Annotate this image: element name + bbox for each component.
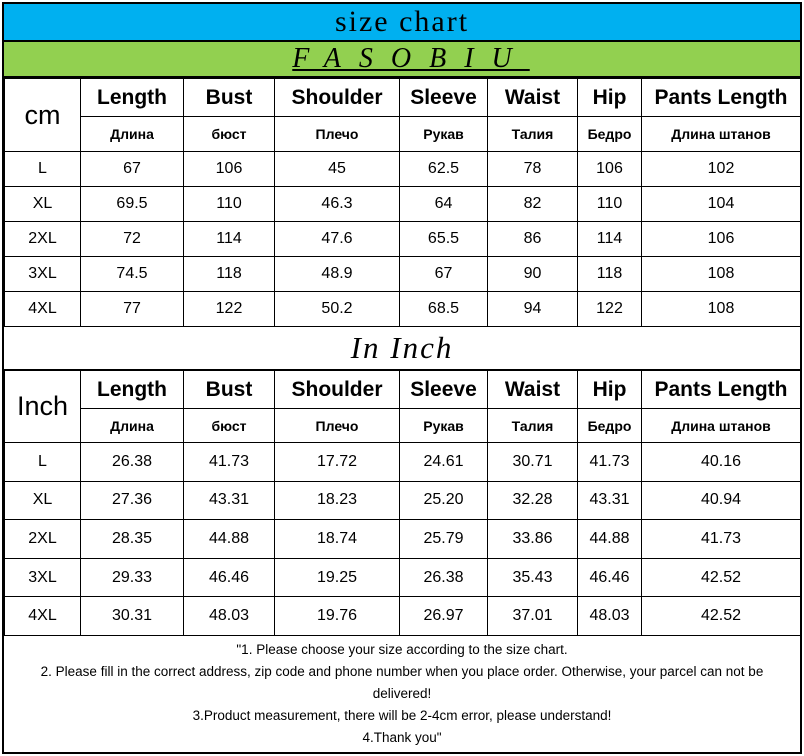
- measurement-cell: 62.5: [400, 152, 488, 187]
- measurement-cell: 28.35: [81, 520, 184, 559]
- measurement-cell: 118: [578, 257, 642, 292]
- measurement-cell: 106: [642, 222, 801, 257]
- column-subheader: бюст: [184, 117, 275, 152]
- inch-size-table: [4, 370, 801, 636]
- table-row: [5, 481, 801, 520]
- measurement-cell: 67: [81, 152, 184, 187]
- measurement-cell: 42.52: [642, 597, 801, 636]
- column-subheader: Талия: [488, 117, 578, 152]
- column-header: Pants Length: [642, 79, 801, 117]
- measurement-cell: 90: [488, 257, 578, 292]
- column-header: Waist: [488, 371, 578, 409]
- measurement-cell: 24.61: [400, 443, 488, 482]
- measurement-cell: 68.5: [400, 292, 488, 327]
- unit-label: Inch: [5, 371, 81, 443]
- brand-name: FASOBIU: [292, 43, 530, 74]
- measurement-cell: 25.20: [400, 481, 488, 520]
- measurement-cell: 19.25: [275, 558, 400, 597]
- column-header: Pants Length: [642, 371, 801, 409]
- measurement-cell: 65.5: [400, 222, 488, 257]
- measurement-cell: 94: [488, 292, 578, 327]
- measurement-cell: 32.28: [488, 481, 578, 520]
- measurement-cell: 72: [81, 222, 184, 257]
- measurement-cell: 26.97: [400, 597, 488, 636]
- column-header: Length: [81, 79, 184, 117]
- cm-size-table: [4, 78, 801, 327]
- measurement-cell: 19.76: [275, 597, 400, 636]
- column-subheader: Длина: [81, 409, 184, 443]
- measurement-cell: 74.5: [81, 257, 184, 292]
- column-subheader: Длина: [81, 117, 184, 152]
- unit-label: cm: [5, 79, 81, 152]
- measurement-cell: 47.6: [275, 222, 400, 257]
- measurement-cell: 44.88: [578, 520, 642, 559]
- column-header: Shoulder: [275, 79, 400, 117]
- column-header: Hip: [578, 79, 642, 117]
- measurement-cell: 67: [400, 257, 488, 292]
- chart-title: size chart: [4, 4, 800, 42]
- measurement-cell: 27.36: [81, 481, 184, 520]
- measurement-cell: 108: [642, 257, 801, 292]
- size-label: 4XL: [5, 292, 81, 327]
- column-header: Sleeve: [400, 79, 488, 117]
- notes-block: [4, 636, 800, 752]
- measurement-cell: 46.3: [275, 187, 400, 222]
- measurement-cell: 48.9: [275, 257, 400, 292]
- column-header: Sleeve: [400, 371, 488, 409]
- measurement-cell: 108: [642, 292, 801, 327]
- size-label: 2XL: [5, 520, 81, 559]
- note-line: 2. Please fill in the correct address, zip code and phone number when you place order. Otherwise, your parcel can not be delivered!: [40, 664, 764, 701]
- column-header: Waist: [488, 79, 578, 117]
- column-subheader: Длина штанов: [642, 117, 801, 152]
- note-line: "1. Please choose your size according to the size chart.: [236, 642, 568, 657]
- column-header: Hip: [578, 371, 642, 409]
- measurement-cell: 46.46: [578, 558, 642, 597]
- inch-section-title: In Inch: [4, 326, 800, 370]
- size-label: XL: [5, 481, 81, 520]
- table-row: [5, 520, 801, 559]
- column-subheader: Рукав: [400, 409, 488, 443]
- table-row: [5, 187, 801, 222]
- measurement-cell: 64: [400, 187, 488, 222]
- measurement-cell: 25.79: [400, 520, 488, 559]
- measurement-cell: 33.86: [488, 520, 578, 559]
- measurement-cell: 106: [578, 152, 642, 187]
- table-row: [5, 597, 801, 636]
- measurement-cell: 37.01: [488, 597, 578, 636]
- measurement-cell: 46.46: [184, 558, 275, 597]
- column-subheader: Талия: [488, 409, 578, 443]
- table-row: [5, 443, 801, 482]
- measurement-cell: 48.03: [578, 597, 642, 636]
- column-subheader: Плечо: [275, 117, 400, 152]
- measurement-cell: 69.5: [81, 187, 184, 222]
- table-row: [5, 257, 801, 292]
- size-label: XL: [5, 187, 81, 222]
- measurement-cell: 118: [184, 257, 275, 292]
- measurement-cell: 26.38: [81, 443, 184, 482]
- table-row: [5, 558, 801, 597]
- column-subheader: Рукав: [400, 117, 488, 152]
- column-subheader: Плечо: [275, 409, 400, 443]
- measurement-cell: 40.94: [642, 481, 801, 520]
- measurement-cell: 50.2: [275, 292, 400, 327]
- measurement-cell: 122: [184, 292, 275, 327]
- measurement-cell: 114: [184, 222, 275, 257]
- measurement-cell: 30.31: [81, 597, 184, 636]
- measurement-cell: 30.71: [488, 443, 578, 482]
- size-chart-sheet: [2, 2, 802, 754]
- measurement-cell: 29.33: [81, 558, 184, 597]
- measurement-cell: 44.88: [184, 520, 275, 559]
- column-header: Length: [81, 371, 184, 409]
- measurement-cell: 45: [275, 152, 400, 187]
- table-row: [5, 222, 801, 257]
- measurement-cell: 77: [81, 292, 184, 327]
- measurement-cell: 26.38: [400, 558, 488, 597]
- measurement-cell: 122: [578, 292, 642, 327]
- measurement-cell: 41.73: [578, 443, 642, 482]
- note-line: 3.Product measurement, there will be 2-4cm error, please understand!: [192, 708, 612, 723]
- table-row: [5, 152, 801, 187]
- column-subheader: бюст: [184, 409, 275, 443]
- measurement-cell: 43.31: [184, 481, 275, 520]
- size-label: 3XL: [5, 257, 81, 292]
- measurement-cell: 110: [578, 187, 642, 222]
- size-label: 2XL: [5, 222, 81, 257]
- measurement-cell: 18.74: [275, 520, 400, 559]
- size-label: 4XL: [5, 597, 81, 636]
- measurement-cell: 17.72: [275, 443, 400, 482]
- note-line: 4.Thank you": [362, 730, 442, 745]
- measurement-cell: 78: [488, 152, 578, 187]
- size-label: L: [5, 443, 81, 482]
- measurement-cell: 114: [578, 222, 642, 257]
- measurement-cell: 82: [488, 187, 578, 222]
- measurement-cell: 40.16: [642, 443, 801, 482]
- measurement-cell: 35.43: [488, 558, 578, 597]
- measurement-cell: 41.73: [642, 520, 801, 559]
- measurement-cell: 18.23: [275, 481, 400, 520]
- measurement-cell: 102: [642, 152, 801, 187]
- column-subheader: Бедро: [578, 409, 642, 443]
- column-subheader: Длина штанов: [642, 409, 801, 443]
- measurement-cell: 104: [642, 187, 801, 222]
- column-header: Shoulder: [275, 371, 400, 409]
- measurement-cell: 48.03: [184, 597, 275, 636]
- measurement-cell: 43.31: [578, 481, 642, 520]
- measurement-cell: 42.52: [642, 558, 801, 597]
- measurement-cell: 86: [488, 222, 578, 257]
- column-header: Bust: [184, 371, 275, 409]
- size-label: 3XL: [5, 558, 81, 597]
- table-row: [5, 292, 801, 327]
- measurement-cell: 41.73: [184, 443, 275, 482]
- measurement-cell: 110: [184, 187, 275, 222]
- measurement-cell: 106: [184, 152, 275, 187]
- column-subheader: Бедро: [578, 117, 642, 152]
- brand-banner: [4, 42, 800, 78]
- column-header: Bust: [184, 79, 275, 117]
- size-label: L: [5, 152, 81, 187]
